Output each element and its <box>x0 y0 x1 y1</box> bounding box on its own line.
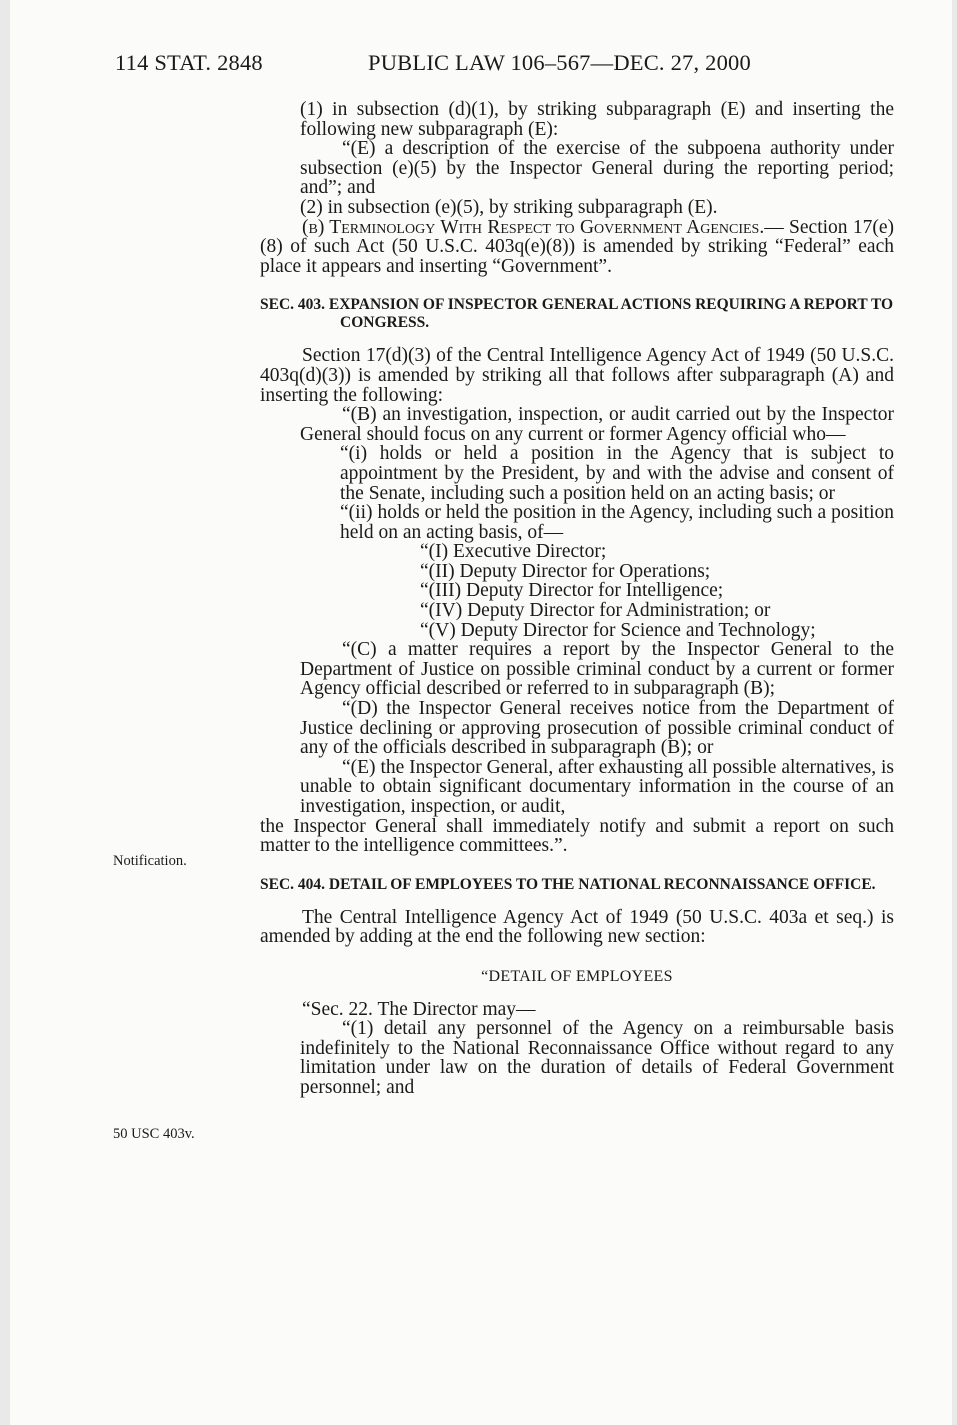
paragraph-text: Section 17(e)(8) of such Act (50 U.S.C. 403q(e)(8)) is amended by striking “Federal” each place it appears and inserting “Government”. <box>260 216 894 277</box>
paragraph: “(IV) Deputy Director for Administration; or <box>420 600 771 622</box>
paragraph: “(II) Deputy Director for Operations; <box>420 560 711 582</box>
paragraph: “(B) an investigation, inspection, or audit carried out by the Inspector General should focus on any current or former Agency official who— <box>300 404 894 445</box>
paragraph: “(ii) holds or held the position in the Agency, including such a position held on an acting basis, of— <box>340 502 894 543</box>
paragraph: The Central Intelligence Agency Act of 1949 (50 U.S.C. 403a et seq.) is amended by adding at the end the following new section: <box>260 906 894 948</box>
paragraph: the Inspector General shall immediately notify and submit a report on such matter to the intelligence committees.”. <box>260 815 894 857</box>
paragraph: “(E) a description of the exercise of the subpoena authority under subsection (e)(5) by the Inspector General during the reporting period; and”; and <box>300 138 894 199</box>
running-header: PUBLIC LAW 106–567—DEC. 27, 2000 <box>368 50 751 75</box>
margin-note-notification: Notification. <box>113 853 187 869</box>
paragraph: “(i) holds or held a position in the Agency that is subject to appointment by the President, by and with the advise and consent of the Senate, including such a position held on an acting basis; or <box>340 443 894 504</box>
stat-page-number: 114 STAT. 2848 <box>115 50 263 75</box>
paragraph: “(1) detail any personnel of the Agency on a reimbursable basis indefinitely to the National Reconnaissance Office without regard to any limitation under law on the duration of details of Federal Government personnel; and <box>300 1018 894 1098</box>
paragraph: “(C) a matter requires a report by the Inspector General to the Department of Justice on possible criminal conduct by a current or former Agency official described or referred to in subparagraph (B); <box>300 639 894 700</box>
paragraph: “(D) the Inspector General receives notice from the Department of Justice declining or approving prosecution of possible criminal conduct of any of the officials described in subparagraph (B); or <box>300 698 894 759</box>
paragraph: “(V) Deputy Director for Science and Technology; <box>420 619 816 641</box>
paragraph: “(I) Executive Director; <box>420 541 607 563</box>
page <box>10 0 952 1425</box>
main-text <box>260 100 894 1098</box>
paragraph <box>260 218 894 277</box>
section-heading-403: SEC. 403. EXPANSION OF INSPECTOR GENERAL ACTIONS REQUIRING A REPORT TO CONGRESS. <box>260 296 894 332</box>
paragraph: “Sec. 22. The Director may— <box>302 998 536 1020</box>
paragraph: “(III) Deputy Director for Intelligence; <box>420 580 724 602</box>
section-title-detail: “DETAIL OF EMPLOYEES <box>481 967 673 985</box>
subsection-heading: (b) Terminology With Respect to Government Agencies.— <box>302 216 784 238</box>
paragraph: Section 17(d)(3) of the Central Intelligence Agency Act of 1949 (50 U.S.C. 403q(d)(3)) is amended by striking all that follows after subparagraph (A) and inserting the following: <box>260 345 894 406</box>
paragraph: (1) in subsection (d)(1), by striking subparagraph (E) and inserting the following new subparagraph (E): <box>300 99 894 140</box>
margin-note-usc: 50 USC 403v. <box>113 1126 195 1142</box>
paragraph: “(E) the Inspector General, after exhausting all possible alternatives, is unable to obtain significant documentary information in the course of an investigation, inspection, or audit, <box>300 756 894 817</box>
paragraph: (2) in subsection (e)(5), by striking subparagraph (E). <box>300 196 718 218</box>
section-heading-404: SEC. 404. DETAIL OF EMPLOYEES TO THE NATIONAL RECONNAISSANCE OFFICE. <box>260 875 876 893</box>
